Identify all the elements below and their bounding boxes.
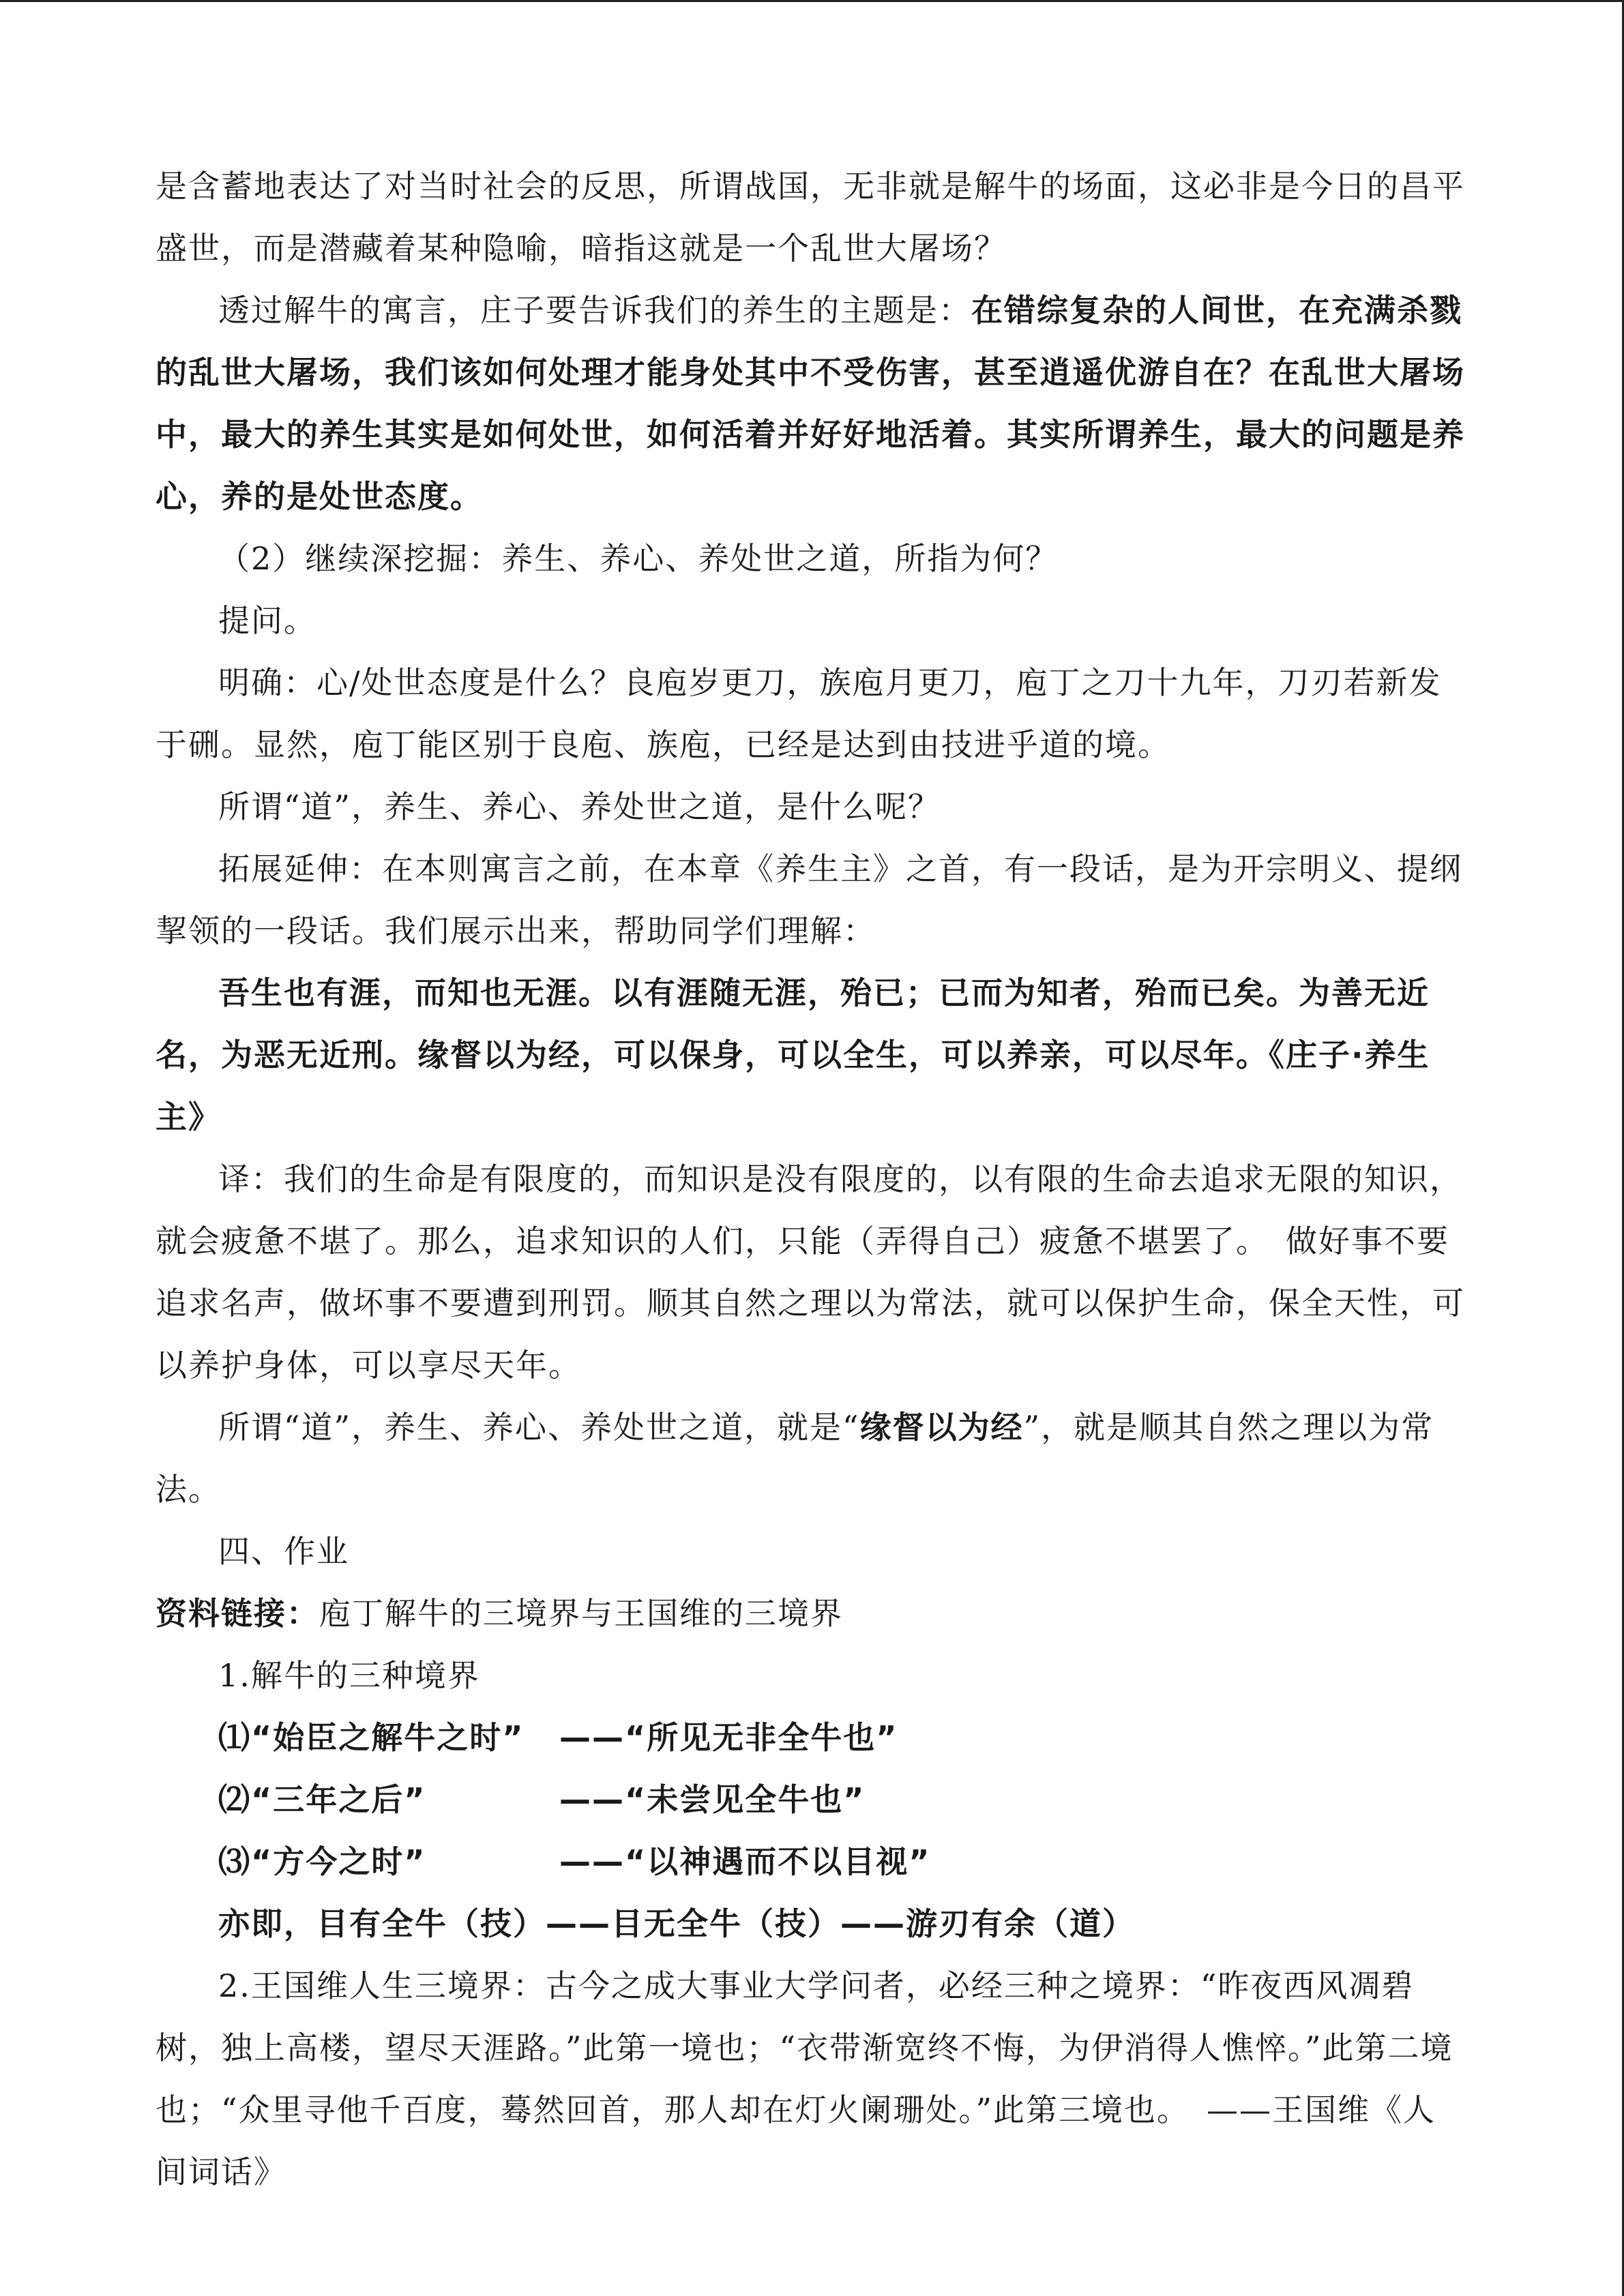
paragraph-quote: 吾生也有涯，而知也无涯。以有涯随无涯，殆已；已而为知者，殆而已矣。为善无近名，为恶无近刑。缘督以为经，可以保身，可以全生，可以养亲，可以尽年。《庄子·养生主》 [156, 974, 1430, 1135]
realm-step-quote: ——“所见无非全牛也” [559, 1719, 898, 1756]
theme-bold: 在错综复杂的人间世，在充满杀戮的乱世大屠场，我们该如何处理才能身处其中不受伤害，甚至逍遥优游自在？在乱世大屠场中，最大的养生其实是如何处世，如何活着并好好地活着。其实所谓养生，最大的问题是养心，养的是处世态度。 [156, 292, 1465, 515]
dao-answer-b: ”，就是顺其自然之理以为常法。 [156, 1409, 1434, 1508]
link-text: 庖丁解牛的三境界与王国维的三境界 [319, 1595, 843, 1632]
realm-step-quote: ——“以神遇而不以目视” [559, 1843, 931, 1880]
subheading-three-realms: 1.解牛的三种境界 [218, 1657, 480, 1694]
realm-step-quote: ——“未尝见全牛也” [559, 1781, 866, 1818]
realm-step-1 [156, 1707, 1468, 1769]
paragraph-dao-question: 所谓“道”，养生、养心、养处世之道，是什么呢？ [218, 788, 941, 825]
document-body [156, 155, 1468, 2203]
paragraph-reflection: 是含蓄地表达了对当时社会的反思，所谓战国，无非就是解牛的场面，这必非是今日的昌平盛世，而是潜藏着某种隐喻，暗指这就是一个乱世大屠场？ [156, 168, 1465, 267]
dao-answer-a: 所谓“道”，养生、养心、养处世之道，就是“ [218, 1409, 860, 1446]
realm-step-3 [156, 1831, 1468, 1893]
paragraph-ask: 提问。 [218, 602, 316, 639]
page-border-top [0, 0, 1624, 2]
paragraph-dao-answer [156, 1397, 1468, 1521]
theme-lead: 透过解牛的寓言，庄子要告诉我们的养生的主题是： [218, 292, 971, 329]
paragraph-wang-guowei: 2.王国维人生三境界：古今之成大事业大学问者，必经三种之境界：“昨夜西风凋碧树，独上高楼，望尽天涯路。”此第一境也；“衣带渐宽终不悔，为伊消得人憔悴。”此第二境也；“众里寻他千百度，蓦然回首，那人却在灯火阑珊处。”此第三境也。 ——王国维《人间词话》 [156, 1967, 1453, 2190]
realm-step-label: ⑵“三年之后” [218, 1781, 426, 1818]
realm-step-2 [156, 1769, 1468, 1831]
paragraph-question-2: （2）继续深挖掘：养生、养心、养处世之道，所指为何？ [218, 540, 1059, 577]
paragraph-theme [156, 280, 1468, 528]
link-label: 资料链接： [156, 1595, 319, 1632]
section-heading-homework: 四、作业 [218, 1533, 349, 1570]
paragraph-extension: 拓展延伸：在本则寓言之前，在本章《养生主》之首，有一段话，是为开宗明义、提纲挈领的一段话。我们展示出来，帮助同学们理解： [156, 850, 1462, 949]
realm-step-label: ⑴“始臣之解牛之时” [218, 1719, 525, 1756]
paragraph-translation: 译：我们的生命是有限度的，而知识是没有限度的，以有限的生命去追求无限的知识，就会疲惫不堪了。那么，追求知识的人们，只能（弄得自己）疲惫不堪罢了。 做好事不要追求名声，做坏事不要遭到刑罚。顺其自然之理以为常法，就可以保护生命，保全天性，可以养护身体，可以享尽天年。 [156, 1161, 1465, 1384]
paragraph-summary: 亦即，目有全牛（技）——目无全牛（技）——游刃有余（道） [218, 1905, 1135, 1942]
dao-answer-bold: 缘督以为经 [859, 1409, 1024, 1446]
paragraph-clarify: 明确：心/处世态度是什么？良庖岁更刀，族庖月更刀，庖丁之刀十九年，刀刃若新发于硎。显然，庖丁能区别于良庖、族庖，已经是达到由技进乎道的境。 [156, 664, 1442, 763]
paragraph-link [156, 1583, 1468, 1645]
realm-step-label: ⑶“方今之时” [218, 1843, 426, 1880]
